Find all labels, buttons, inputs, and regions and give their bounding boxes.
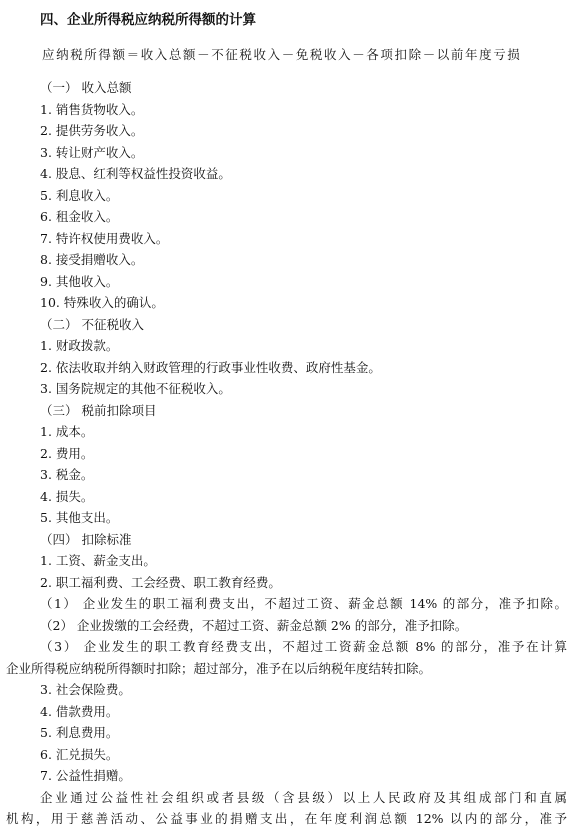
body-text xyxy=(0,77,573,830)
text-line: 4. 损失。 xyxy=(40,488,94,504)
text-line: 1. 销售货物收入。 xyxy=(40,101,144,117)
text-line: （一） 收入总额 xyxy=(40,80,132,95)
text-line: 6. 汇兑损失。 xyxy=(40,746,119,762)
text-line: （2） 企业拨缴的工会经费，不超过工资、薪金总额 2% 的部分，准予扣除。 xyxy=(40,617,468,633)
taxable-income-formula: 应纳税所得额＝收入总额－不征税收入－免税收入－各项扣除－以前年度亏损 xyxy=(42,47,522,62)
text-line: （四） 扣除标准 xyxy=(40,531,132,547)
text-line: 7. 公益性捐赠。 xyxy=(40,768,131,783)
section-heading: 四、企业所得税应纳税所得额的计算 xyxy=(40,12,256,28)
text-line: 1. 财政拨款。 xyxy=(40,338,119,353)
text-line: 10. 特殊收入的确认。 xyxy=(40,295,164,310)
text-line: 5. 利息费用。 xyxy=(40,725,119,740)
text-line: 机构，用于慈善活动、公益事业的捐赠支出，在年度利润总额 12% 以内的部分，准予 xyxy=(6,811,567,826)
text-line: 企业所得税应纳税所得额时扣除；超过部分，准予在以后纳税年度结转扣除。 xyxy=(6,660,432,676)
text-line: （三） 税前扣除项目 xyxy=(40,402,157,418)
text-line: 2. 依法收取并纳入财政管理的行政事业性收费、政府性基金。 xyxy=(40,359,381,375)
text-line: 9. 其他收入。 xyxy=(40,273,119,289)
text-line: 2. 职工福利费、工会经费、职工教育经费。 xyxy=(40,574,281,590)
text-line: 2. 费用。 xyxy=(40,445,94,461)
text-line: 7. 特许权使用费收入。 xyxy=(40,230,169,246)
text-line: （1） 企业发生的职工福利费支出，不超过工资、薪金总额 14% 的部分，准予扣除。 xyxy=(40,596,567,611)
text-line: 5. 利息收入。 xyxy=(40,187,119,203)
text-line: 1. 成本。 xyxy=(40,424,94,439)
text-line: （3） 企业发生的职工教育经费支出，不超过工资薪金总额 8% 的部分，准予在计算 xyxy=(40,639,567,654)
text-line: 4. 股息、红利等权益性投资收益。 xyxy=(40,166,231,181)
text-line: 6. 租金收入。 xyxy=(40,209,119,224)
text-line: 3. 转让财产收入。 xyxy=(40,144,144,160)
text-line: 3. 社会保险费。 xyxy=(40,682,131,697)
text-line: （二） 不征税收入 xyxy=(40,316,144,332)
text-line: 4. 借款费用。 xyxy=(40,703,119,719)
text-line: 3. 国务院规定的其他不征税收入。 xyxy=(40,381,231,396)
text-line: 3. 税金。 xyxy=(40,467,94,482)
text-line: 1. 工资、薪金支出。 xyxy=(40,553,156,568)
text-line: 8. 接受捐赠收入。 xyxy=(40,252,144,267)
text-line: 企业通过公益性社会组织或者县级（含县级）以上人民政府及其组成部门和直属 xyxy=(40,789,567,805)
text-line: 2. 提供劳务收入。 xyxy=(40,123,144,138)
text-line: 5. 其他支出。 xyxy=(40,510,119,525)
